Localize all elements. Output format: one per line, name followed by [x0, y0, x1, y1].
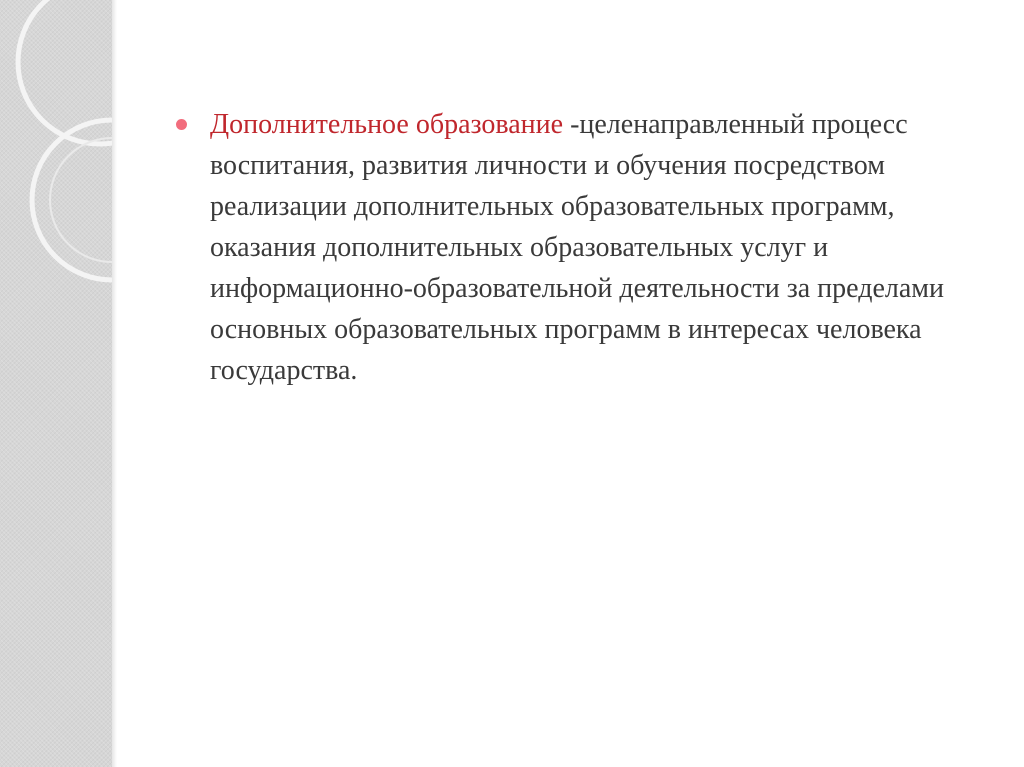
- decorative-side-panel: [0, 0, 112, 767]
- bullet-dot-icon: [176, 119, 187, 130]
- panel-shadow: [112, 0, 117, 767]
- term-text: Дополнительное образование: [210, 109, 564, 140]
- decorative-ring-inner: [50, 138, 112, 262]
- definition-text: -целенаправленный процесс воспитания, развития личности и обучения посредством реализации дополнительных образовательных программ, оказания дополнительных образовательных услуг и информационно-образовательной деятельности за пределами основных образовательных программ в интересах человека государства.: [210, 109, 945, 386]
- decorative-rings: [0, 0, 112, 767]
- slide-content: [172, 104, 962, 391]
- definition-bullet: [172, 104, 962, 391]
